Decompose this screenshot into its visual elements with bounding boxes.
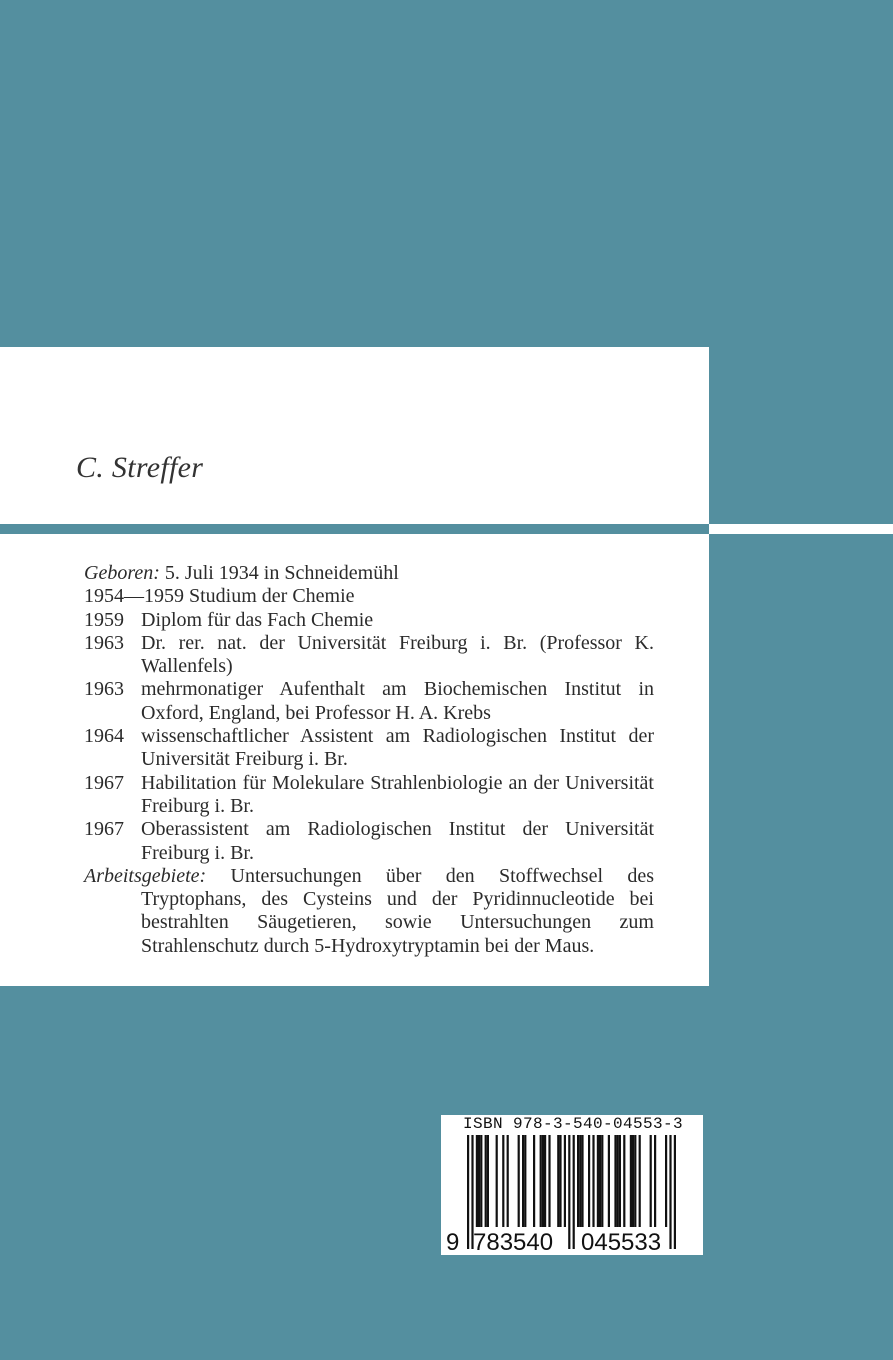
barcode-bar [623,1135,625,1227]
entry-year: 1959 [84,608,124,631]
study-text: Studium der Chemie [189,585,355,608]
barcode-bar [614,1135,616,1227]
barcode-bar [654,1135,656,1227]
barcode-bar [507,1135,509,1227]
barcode-bar [540,1135,542,1227]
barcode-bar [581,1135,583,1227]
barcode-bar [542,1135,544,1227]
barcode-bar [630,1135,632,1227]
barcode-digit-first: 9 [446,1229,460,1255]
barcode-bar [579,1135,581,1227]
barcode-bars [441,1135,703,1255]
barcode-bar [544,1135,546,1227]
barcode-bar [588,1135,590,1227]
barcode-bar [480,1135,482,1227]
bio-entry [84,609,654,632]
barcode-bar [592,1135,594,1227]
entry-text: wissenschaftlicher Assistent am Radiologischen Institut der Universität Freiburg i. Br. [141,725,654,771]
entry-text: Oberassistent am Radiologischen Institut der Universität Freiburg i. Br. [141,818,654,864]
barcode-bar [487,1135,489,1227]
barcode-bar [559,1135,561,1227]
barcode-bar [634,1135,636,1227]
barcode-bar [617,1135,619,1227]
barcode-bar [601,1135,603,1227]
barcode-bar [599,1135,601,1227]
barcode-bar [564,1135,566,1227]
areas-text: Untersuchungen über den Stoffwechsel des Tryptophans, des Cysteins und der Pyridinnucleotide bei bestrahlten Säugetieren, sowie Untersuchungen zum Strahlenschutz durch 5-Hydroxytryptamin bei der Maus. [141,864,655,957]
bio-entry [84,632,654,679]
barcode-bar [502,1135,504,1227]
entry-text: Habilitation für Molekulare Strahlenbiologie an der Universität Freiburg i. Br. [141,771,654,817]
study-years: 1954—1959 [84,585,184,608]
barcode-bar [597,1135,599,1227]
barcode-bar [485,1135,487,1227]
barcode-bar [632,1135,634,1227]
white-stripe [709,524,893,534]
barcode-bar [669,1135,671,1249]
isbn-barcode [441,1115,703,1255]
bio-panel [0,534,709,986]
entry-year: 1963 [84,678,124,701]
name-panel [0,347,709,524]
barcode-bar [496,1135,498,1227]
barcode-digits-right: 045533 [581,1229,662,1255]
born-line [84,562,654,585]
born-label: Geboren: [84,562,160,584]
entry-year: 1963 [84,631,124,654]
entry-year: 1967 [84,771,124,794]
barcode-bar [608,1135,610,1227]
barcode-bar [522,1135,524,1227]
study-line [84,585,654,608]
barcode-digits-left: 783540 [473,1229,554,1255]
entry-text: Diplom für das Fach Chemie [141,608,374,631]
biography [84,562,654,958]
bio-entry [84,818,654,865]
barcode-bar [650,1135,652,1227]
research-areas [84,865,654,958]
barcode-bar [524,1135,526,1227]
barcode-bar [548,1135,550,1227]
barcode-bar [639,1135,641,1227]
barcode-bar [467,1135,469,1249]
bio-entry [84,725,654,772]
areas-label: Arbeitsgebiete: [84,864,207,887]
entry-year: 1964 [84,725,124,748]
barcode-bar [518,1135,520,1227]
barcode-bar [568,1135,570,1249]
barcode-bar [478,1135,480,1227]
barcode-bar [665,1135,667,1227]
barcode-bar [533,1135,535,1227]
barcode-bar [476,1135,478,1227]
barcode-bar [573,1135,575,1249]
barcode-bar [619,1135,621,1227]
barcode-bar [557,1135,559,1227]
bio-entry [84,772,654,819]
bio-entry [84,678,654,725]
barcode-bar [674,1135,676,1249]
entry-text: Dr. rer. nat. der Universität Freiburg i. Br. (Professor K. Wallenfels) [141,631,654,678]
isbn-label: ISBN 978-3-540-04553-3 [462,1115,684,1133]
author-name: C. Streffer [76,451,204,484]
entry-year: 1967 [84,818,124,841]
barcode-bar [577,1135,579,1227]
born-text: 5. Juli 1934 in Schneidemühl [164,562,399,584]
entry-text: mehrmonatiger Aufenthalt am Biochemischen Institut in Oxford, England, bei Professor H. A. Krebs [141,678,654,724]
